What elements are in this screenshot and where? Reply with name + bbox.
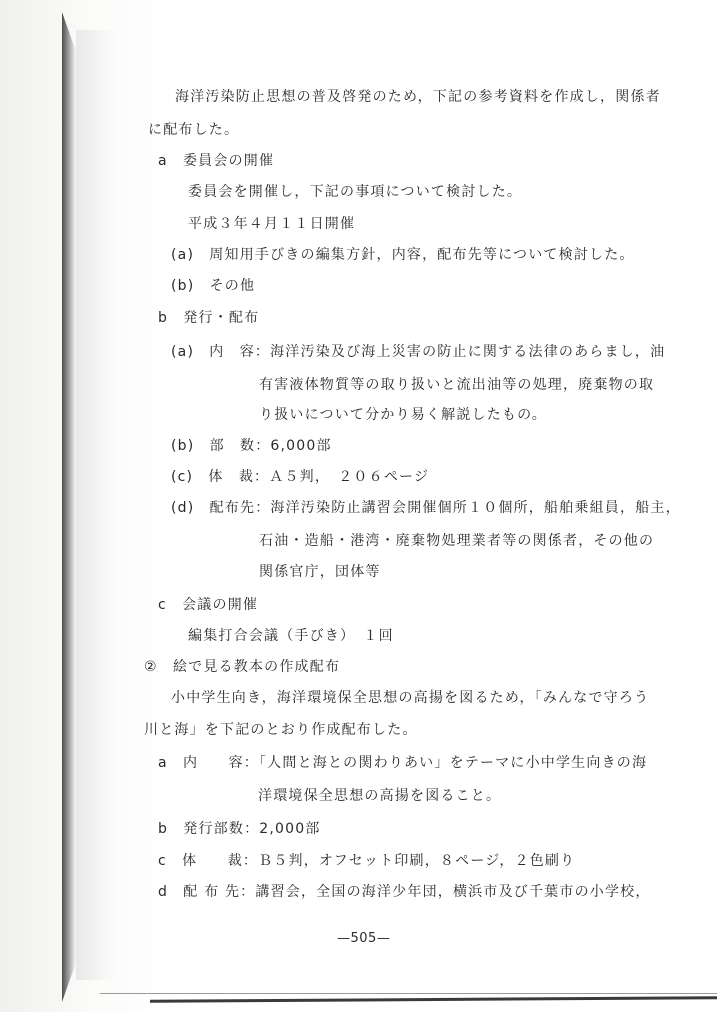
- text-line-5: 平成３年４月１１日開催: [188, 216, 356, 232]
- section-heading-2: ② 絵で見る教本の作成配布: [144, 659, 341, 675]
- text-line-2: に配布した。: [148, 122, 240, 138]
- item-b-copies: b 発行部数：2,000部: [158, 821, 321, 837]
- item-c-format: c 体 裁：Ｂ５判，オフセット印刷，８ページ，２色刷り: [158, 853, 576, 869]
- list-item-distribution: (d) 配布先：海洋汚染防止講習会開催個所１０個所，船舶乗組員，船主，: [171, 500, 681, 516]
- list-item-format: (c) 体 裁：Ａ５判， ２０６ページ: [171, 469, 430, 485]
- section-heading-a: a 委員会の開催: [158, 153, 275, 169]
- text-line-21: 川と海」を下記のとおり作成配布した。: [144, 722, 418, 738]
- text-line-15: 石油・造船・港湾・廃棄物処理業者等の関係者，その他の: [259, 533, 655, 549]
- section-heading-b: b 発行・配布: [158, 310, 260, 326]
- page-bottom-edge: [150, 996, 717, 1002]
- binding-shadow: [76, 30, 116, 980]
- list-item-b: (b) その他: [171, 278, 256, 294]
- list-item-copies: (b) 部 数：6,000部: [171, 438, 332, 454]
- item-a-content: a 内 容：「人間と海との関わりあい」をテーマに小中学生向きの海: [158, 755, 648, 771]
- text-line-20: 小中学生向き，海洋環境保全思想の高揚を図るため，「みんなで守ろう: [171, 690, 650, 706]
- item-d-distribution: d 配 布 先：講習会，全国の海洋少年団，横浜市及び千葉市の小学校，: [158, 884, 651, 900]
- book-binding-edge: [62, 12, 76, 1002]
- text-line-23: 洋環境保全思想の高揚を図ること。: [258, 788, 502, 804]
- page-edge-line: [100, 993, 717, 994]
- text-line-4: 委員会を開催し，下記の事項について検討した。: [188, 184, 523, 200]
- list-item-content: (a) 内 容：海洋汚染及び海上災害の防止に関する法律のあらまし，油: [171, 344, 666, 360]
- text-line-16: 関係官庁，団体等: [259, 564, 381, 580]
- text-line-18: 編集打合会議（手びき） １回: [188, 628, 394, 644]
- section-heading-c: c 会議の開催: [158, 597, 259, 613]
- page-number: —505—: [337, 931, 391, 946]
- text-line-10: 有害液体物質等の取り扱いと流出油等の処理，廃棄物の取: [259, 377, 655, 393]
- list-item-a: (a) 周知用手びきの編集方針，内容，配布先等について検討した。: [171, 247, 635, 263]
- text-line-1: 海洋汚染防止思想の普及啓発のため，下記の参考資料を作成し，関係者: [175, 89, 661, 105]
- text-line-11: り扱いについて分かり易く解説したもの。: [259, 407, 547, 423]
